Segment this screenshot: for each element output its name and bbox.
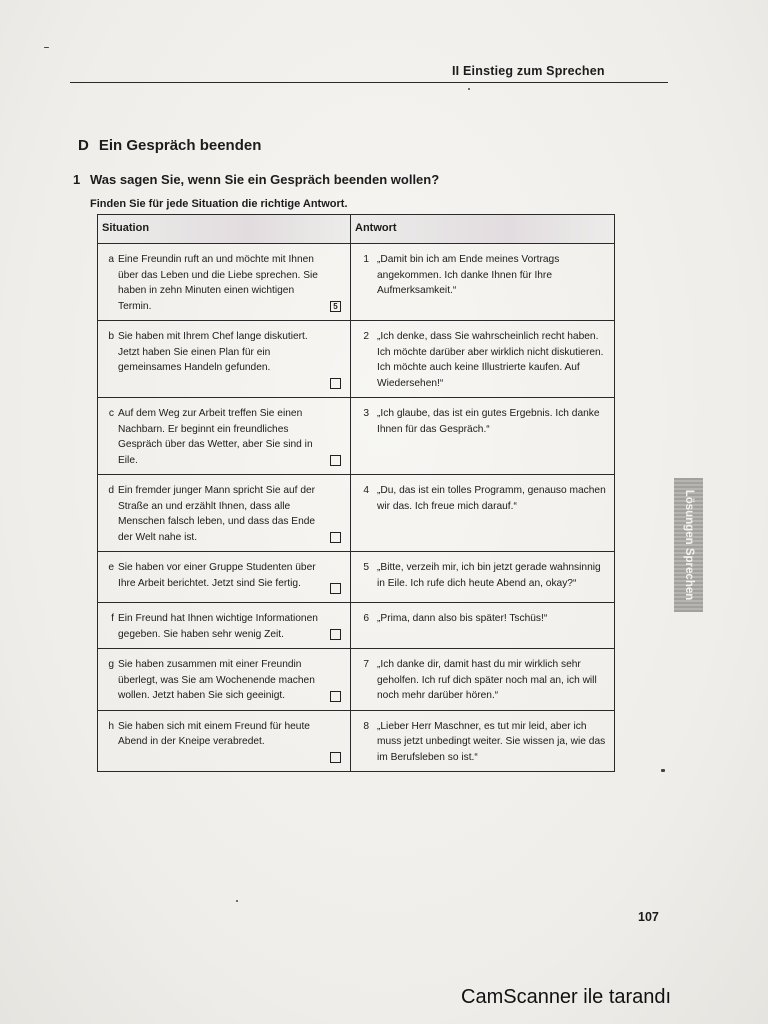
situation-text: Sie haben mit Ihrem Chef lange diskutiert. Jetzt haben Sie einen Plan für ein gemeinsames Handeln gefunden. xyxy=(118,331,308,373)
answer-label: 3 xyxy=(363,408,369,419)
situation-item xyxy=(98,657,324,704)
section-title-text: Ein Gespräch beenden xyxy=(98,137,262,154)
column-header-answer: Antwort xyxy=(351,215,615,244)
answer-checkbox[interactable] xyxy=(330,629,341,640)
side-tab-label: Lösungen Sprechen xyxy=(682,489,695,601)
table-row xyxy=(98,244,615,321)
situation-cell xyxy=(98,710,351,772)
table-row xyxy=(98,475,615,552)
situation-item xyxy=(98,483,324,545)
situation-item xyxy=(98,719,324,750)
table-body xyxy=(98,244,615,772)
answer-item xyxy=(351,483,608,514)
scan-speck xyxy=(661,769,665,772)
answer-text: „Damit bin ich am Ende meines Vortrags angekommen. Ich danke Ihnen für Ihre Aufmerksamkeit.“ xyxy=(377,254,560,296)
situation-item xyxy=(98,611,324,642)
answer-cell xyxy=(351,244,615,321)
table-row xyxy=(98,603,615,649)
exercise-question xyxy=(73,172,439,187)
answer-text: „Ich glaube, das ist ein gutes Ergebnis. Ich danke Ihnen für das Gespräch.“ xyxy=(377,408,600,435)
running-head: II Einstieg zum Sprechen xyxy=(452,64,605,78)
table-row xyxy=(98,649,615,711)
answer-item xyxy=(351,252,608,299)
answer-label: 2 xyxy=(363,331,369,342)
answer-cell xyxy=(351,649,615,711)
situation-label: g xyxy=(108,659,114,670)
table-row xyxy=(98,552,615,603)
answer-label: 1 xyxy=(363,254,369,265)
answer-text: „Ich denke, dass Sie wahrscheinlich recht haben. Ich möchte darüber aber wirklich nicht diskutieren. Ich möchte auch keine Illustrierte kaufen. Auf Wiedersehen!“ xyxy=(377,331,604,389)
answer-text: „Du, das ist ein tolles Programm, genauso machen wir das. Ich freue mich darauf.“ xyxy=(377,485,606,512)
side-tab xyxy=(674,478,703,612)
answer-label: 5 xyxy=(363,562,369,573)
situation-text: Sie haben sich mit einem Freund für heute Abend in der Kneipe verabredet. xyxy=(118,720,310,747)
answer-checkbox[interactable] xyxy=(330,455,341,466)
page-number: 107 xyxy=(638,910,659,924)
situation-label: f xyxy=(111,613,114,624)
situation-item xyxy=(98,560,324,591)
answer-checkbox[interactable] xyxy=(330,752,341,763)
situation-text: Ein fremder junger Mann spricht Sie auf der Straße an und erzählt Ihnen, dass alle Menschen falsch leben, und dass das Ende der Welt nahe ist. xyxy=(118,485,316,543)
answer-text: „Bitte, verzeih mir, ich bin jetzt gerade wahnsinnig in Eile. Ich rufe dich heute Abend an, okay?“ xyxy=(377,562,601,589)
situation-label: d xyxy=(108,485,114,496)
answer-checkbox[interactable] xyxy=(330,532,341,543)
situation-text: Auf dem Weg zur Arbeit treffen Sie einen Nachbarn. Er beginnt ein freundliches Gespräch über das Wetter, aber Sie sind in Eile. xyxy=(118,408,313,466)
table-row xyxy=(98,710,615,772)
situation-text: Sie haben vor einer Gruppe Studenten über Ihre Arbeit berichtet. Jetzt sind Sie fertig. xyxy=(118,562,316,589)
answer-checkbox[interactable]: 5 xyxy=(330,301,341,312)
answer-text: „Ich danke dir, damit hast du mir wirklich sehr geholfen. Ich ruf dich später noch mal an, ich will noch mehr darüber hören.“ xyxy=(377,659,597,701)
situation-label: h xyxy=(108,720,114,732)
situation-text: Ein Freund hat Ihnen wichtige Informationen gegeben. Sie haben sehr wenig Zeit. xyxy=(118,613,318,640)
answer-checkbox[interactable] xyxy=(330,378,341,389)
answer-cell xyxy=(351,710,615,772)
situation-cell xyxy=(98,649,351,711)
answer-label: 6 xyxy=(363,613,369,624)
answer-cell xyxy=(351,603,615,649)
situation-cell xyxy=(98,603,351,649)
section-title xyxy=(78,137,261,154)
answer-checkbox[interactable] xyxy=(330,691,341,702)
answer-item xyxy=(351,406,608,437)
scanner-watermark: CamScanner ile tarandı xyxy=(461,986,672,1008)
situation-text: Sie haben zusammen mit einer Freundin überlegt, was Sie am Wochenende machen wollen. Jetzt haben Sie sich geeinigt. xyxy=(118,659,315,701)
situation-label: e xyxy=(108,562,114,573)
answer-text: „Prima, dann also bis später! Tschüs!“ xyxy=(377,613,548,624)
scan-speck xyxy=(468,88,470,90)
answer-checkbox[interactable] xyxy=(330,583,341,594)
exercise-number: 1 xyxy=(73,172,81,187)
situation-cell xyxy=(98,552,351,603)
answer-item xyxy=(351,719,608,766)
situation-cell xyxy=(98,398,351,475)
situation-label: c xyxy=(108,408,114,419)
table-row xyxy=(98,398,615,475)
matching-table xyxy=(97,214,615,772)
exercise-question-text: Was sagen Sie, wenn Sie ein Gespräch beenden wollen? xyxy=(90,172,440,187)
situation-cell xyxy=(98,321,351,398)
section-letter: D xyxy=(78,137,89,154)
scan-speck xyxy=(236,900,238,902)
answer-item xyxy=(351,329,608,391)
column-header-situation: Situation xyxy=(98,215,351,244)
table-row xyxy=(98,321,615,398)
answer-text: „Lieber Herr Maschner, es tut mir leid, aber ich muss jetzt unbedingt weiter. Sie wissen ja, wie das im Berufsleben so ist.“ xyxy=(377,720,606,763)
answer-cell xyxy=(351,475,615,552)
situation-cell xyxy=(98,475,351,552)
answer-item xyxy=(351,657,608,704)
answer-item xyxy=(351,560,608,591)
header-rule xyxy=(70,82,668,83)
situation-cell xyxy=(98,244,351,321)
situation-label: b xyxy=(108,331,114,342)
situation-item xyxy=(98,329,324,376)
answer-cell xyxy=(351,398,615,475)
scan-speck xyxy=(44,47,49,48)
answer-item xyxy=(351,611,608,627)
answer-label: 4 xyxy=(363,485,369,496)
answer-label: 7 xyxy=(363,659,369,670)
situation-text: Eine Freundin ruft an und möchte mit Ihnen über das Leben und die Liebe sprechen. Sie haben in zehn Minuten einen wichtigen Termin. xyxy=(118,254,318,312)
exercise-instruction: Finden Sie für jede Situation die richtige Antwort. xyxy=(90,198,348,210)
table-header-row xyxy=(98,215,615,244)
situation-label: a xyxy=(108,254,114,265)
answer-cell xyxy=(351,552,615,603)
answer-cell xyxy=(351,321,615,398)
situation-item xyxy=(98,252,324,314)
situation-item xyxy=(98,406,324,468)
answer-label: 8 xyxy=(363,720,369,732)
